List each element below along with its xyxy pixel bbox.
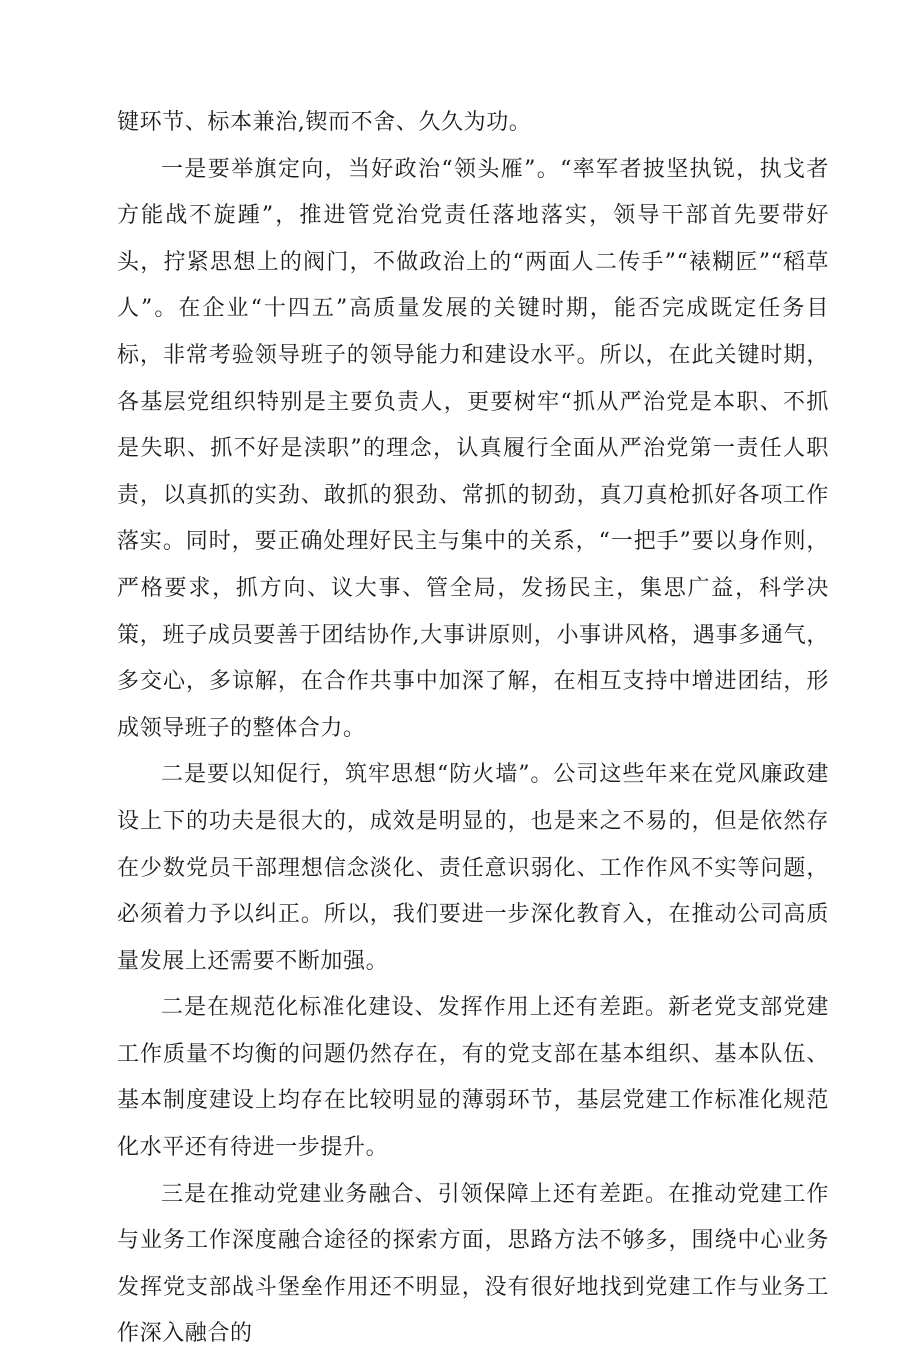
paragraph-third-gap: 三是在推动党建业务融合、引领保障上还有差距。在推动党建工作与业务工作深度融合途径的探索方面，思路方法不够多，围绕中心业务发挥党支部战斗堡垒作用还不明显，没有很好地找到党建工作与业务工作深入融合的 xyxy=(117,1181,829,1347)
paragraph-continuation: 键环节、标本兼治,锲而不舍、久久为功。 xyxy=(117,110,532,135)
paragraph-second-point: 二是要以知促行，筑牢思想“防火墙”。公司这些年来在党风廉政建设上下的功夫是很大的，成效是明显的，也是来之不易的，但是依然存在少数党员干部理想信念淡化、责任意识弱化、工作作风不实等问题，必须着力予以纠正。所以，我们要进一步深化教育入，在推动公司高质量发展上还需要不断加强。 xyxy=(117,762,829,974)
document-body xyxy=(117,100,829,1358)
paragraph-second-gap: 二是在规范化标准化建设、发挥作用上还有差距。新老党支部党建工作质量不均衡的问题仍然存在，有的党支部在基本组织、基本队伍、基本制度建设上均存在比较明显的薄弱环节，基层党建工作标准化规范化水平还有待进一步提升。 xyxy=(117,995,829,1161)
paragraph-first-point: 一是要举旗定向，当好政治“领头雁”。“率军者披坚执锐，执戈者方能战不旋踵”，推进管党治党责任落地落实，领导干部首先要带好头，拧紧思想上的阀门，不做政治上的“两面人二传手”“裱糊匠”“稻草人”。在企业“十四五”高质量发展的关键时期，能否完成既定任务目标，非常考验领导班子的领导能力和建设水平。所以，在此关键时期，各基层党组织特别是主要负责人，更要树牢“抓从严治党是本职、不抓是失职、抓不好是渎职”的理念，认真履行全面从严治党第一责任人职责，以真抓的实劲、敢抓的狠劲、常抓的韧劲，真刀真枪抓好各项工作落实。同时，要正确处理好民主与集中的关系，“一把手”要以身作则，严格要求，抓方向、议大事、管全局，发扬民主，集思广益，科学决策，班子成员要善于团结协作,大事讲原则，小事讲风格，遇事多通气，多交心，多谅解，在合作共事中加深了解，在相互支持中增进团结，形成领导班子的整体合力。 xyxy=(117,156,829,741)
